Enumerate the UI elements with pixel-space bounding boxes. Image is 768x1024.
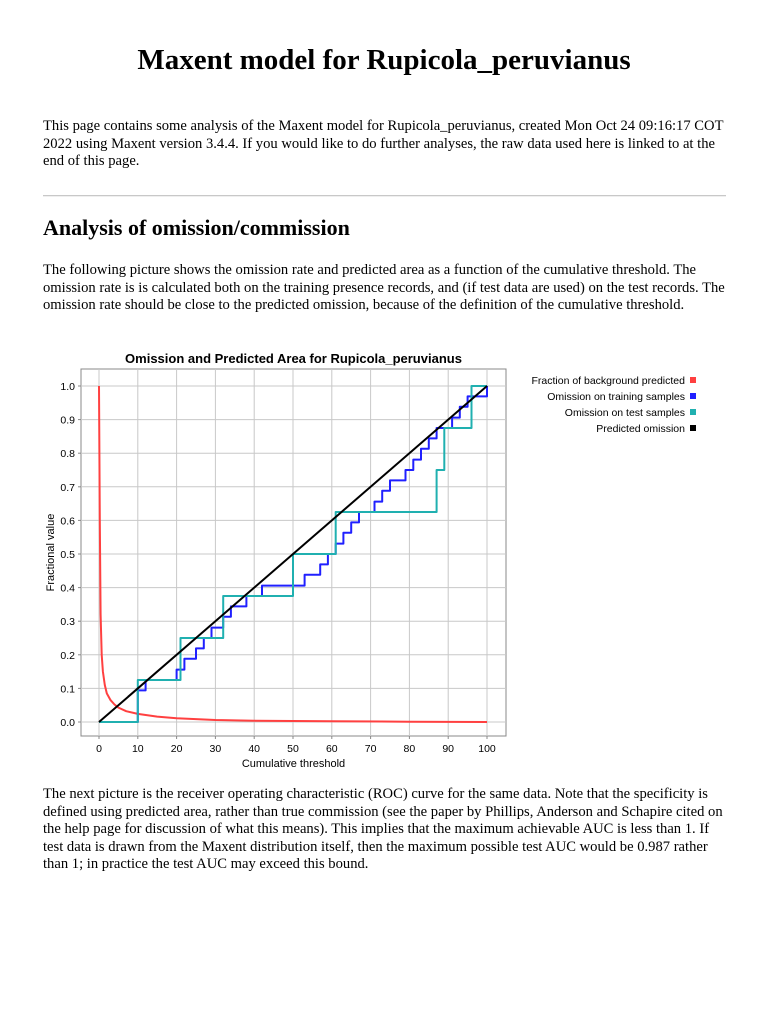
x-tick-label: 100 (478, 743, 496, 755)
y-tick-label: 0.2 (60, 649, 75, 662)
legend-swatch-omission-on-test-samples (690, 409, 696, 415)
y-tick-label: 0.4 (60, 582, 75, 595)
x-tick-label: 10 (131, 743, 144, 755)
legend-swatch-fraction-of-background-predicted (690, 377, 696, 383)
x-tick-label: 90 (442, 743, 455, 755)
section-title: Analysis of omission/commission (43, 215, 350, 240)
y-tick-label: 0.0 (60, 717, 75, 729)
x-tick-label: 60 (325, 743, 338, 755)
legend-label-predicted-omission: Predicted omission (596, 423, 685, 435)
x-tick-label: 50 (287, 743, 299, 755)
x-tick-label: 40 (248, 743, 261, 755)
legend-label-omission-on-test-samples: Omission on test samples (564, 407, 685, 419)
horizontal-rule (43, 195, 726, 197)
page-title: Maxent model for Rupicola_peruvianus (137, 44, 631, 76)
y-tick-label: 0.3 (60, 616, 75, 629)
y-axis-label: Fractional value (45, 513, 57, 592)
legend-swatch-predicted-omission (690, 425, 696, 431)
section-paragraph: The following picture shows the omission rate and predicted area as a function of the cumulative threshold. The omission rate is is calculated both on the training presence records, and (if test data are used) on the test records. The omission rate should be close to the predicted omission, because of the definition of the cumulative threshold. (43, 262, 725, 313)
y-tick-label: 1.0 (60, 381, 75, 393)
chart-title: Omission and Predicted Area for Rupicola_peruvianus (125, 351, 462, 366)
x-tick-label: 0 (96, 743, 102, 755)
x-tick-label: 20 (170, 743, 183, 755)
y-tick-label: 0.9 (60, 414, 75, 427)
legend-label-fraction-of-background-predicted: Fraction of background predicted (531, 375, 685, 387)
x-axis-label: Cumulative threshold (241, 758, 346, 770)
y-tick-label: 0.5 (60, 549, 75, 561)
omission-chart-svg (43, 345, 723, 770)
x-tick-label: 80 (403, 743, 416, 755)
roc-paragraph: The next picture is the receiver operating characteristic (ROC) curve for the same data. Note that the specificity is defined using predicted area, rather than true commission (see the paper by Phillips, Anderson and Schapire cited on the help page for discussion of what this means). This implies that the maximum achievable AUC is less than 1. If test data is drawn from the Maxent distribution itself, then the maximum possible test AUC would be 0.987 rather than 1; in practice the test AUC may exceed this bound. (43, 786, 723, 872)
y-tick-label: 0.6 (60, 515, 75, 528)
omission-chart (43, 345, 723, 770)
legend-swatch-omission-on-training-samples (690, 393, 696, 399)
y-tick-label: 0.1 (60, 683, 75, 696)
x-tick-label: 70 (364, 743, 377, 755)
y-tick-label: 0.8 (60, 448, 75, 461)
intro-paragraph: This page contains some analysis of the Maxent model for Rupicola_peruvianus, created Mon Oct 24 09:16:17 COT 2022 using Maxent version 3.4.4. If you would like to do further analyses, the raw data used here is linked to at the end of this page. (43, 118, 724, 169)
legend-label-omission-on-training-samples: Omission on training samples (547, 391, 685, 403)
x-tick-label: 30 (209, 743, 222, 755)
y-tick-label: 0.7 (60, 481, 75, 494)
